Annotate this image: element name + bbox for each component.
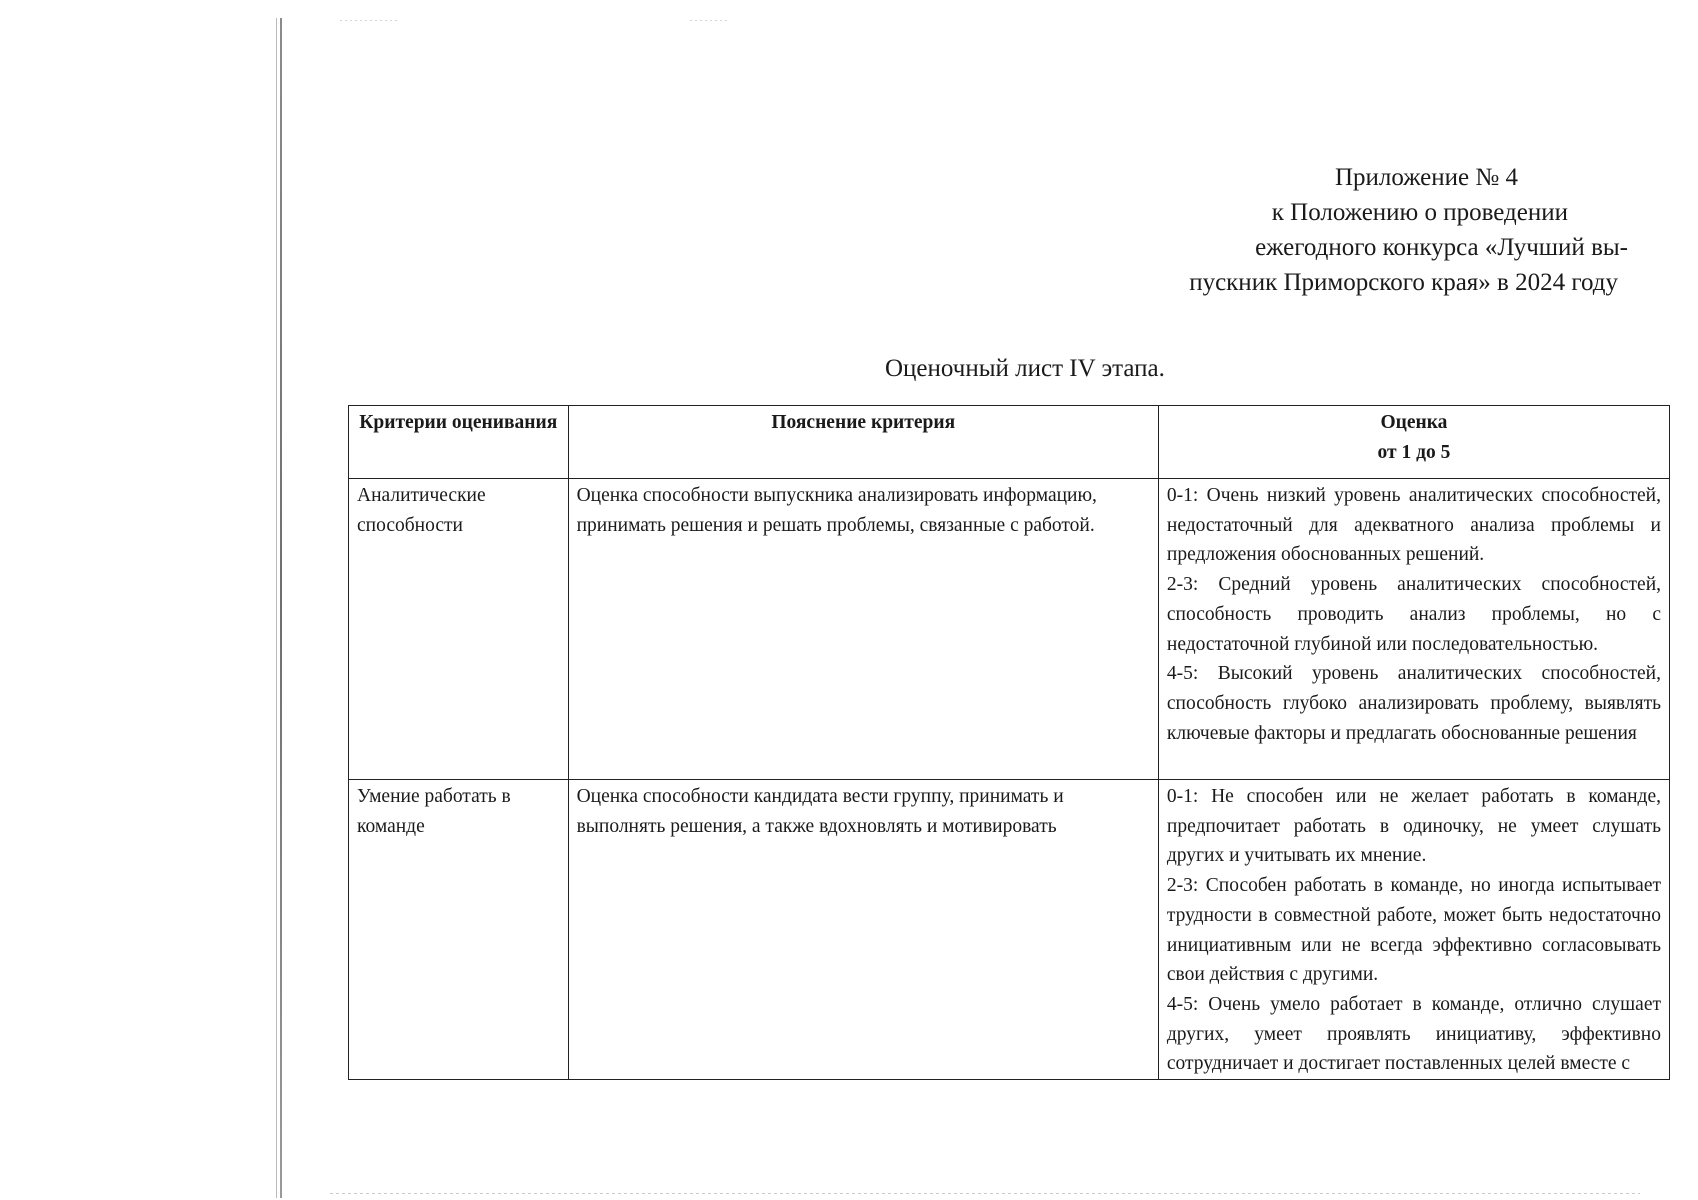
appendix-line-3: ежегодного конкурса «Лучший вы- [1255, 234, 1628, 261]
grade-level-0-1: 0-1: Не способен или не желает работать в команде, предпочитает работать в одиночку, не умеет слушать других и учитывать их мнение. [1166, 786, 1661, 867]
grade-cell [1158, 780, 1669, 1080]
criteria-cell: Умение работать в команде [349, 780, 569, 1080]
grade-cell [1158, 479, 1669, 780]
table-row [349, 780, 1670, 1080]
grade-level-0-1: 0-1: Очень низкий уровень аналитических способностей, недостаточный для адекватного анализа проблемы и предложения обоснованных решений. [1166, 485, 1661, 566]
table-row [349, 479, 1670, 780]
header-grade-line-1: Оценка [1380, 412, 1448, 433]
table-header-row [349, 406, 1670, 479]
appendix-line-4: пускник Приморского края» в 2024 году [1189, 269, 1618, 296]
grade-level-2-3: 2-3: Способен работать в команде, но иногда испытывает трудности в совместной работе, может быть недостаточно инициативным или не всегда эффективно согласовывать свои действия с другими. [1166, 875, 1661, 986]
header-criteria-label: Критерии оценивания [359, 412, 558, 433]
appendix-line-2: к Положению о проведении [1271, 199, 1568, 226]
header-explanation-label: Пояснение критерия [771, 412, 956, 433]
document-title: Оценочный лист IV этапа. [885, 355, 1165, 382]
scan-edge-shadow [276, 18, 277, 1198]
header-explanation [568, 406, 1158, 479]
grade-level-4-5: 4-5: Высокий уровень аналитических способностей, способность глубоко анализировать проблему, выявлять ключевые факторы и предлагать обоснованные решения [1166, 663, 1661, 744]
scan-noise-bottom [330, 1193, 1640, 1194]
header-grade [1158, 406, 1669, 479]
criteria-cell: Аналитические способности [349, 479, 569, 780]
explanation-cell: Оценка способности выпускника анализировать информацию, принимать решения и решать проблемы, связанные с работой. [568, 479, 1158, 780]
appendix-header [1108, 160, 1628, 300]
header-criteria [349, 406, 569, 479]
grade-level-2-3: 2-3: Средний уровень аналитических способностей, способность проводить анализ проблемы, но с недостаточной глубиной или последовательностью. [1166, 574, 1661, 655]
evaluation-table [348, 405, 1670, 1080]
scan-noise-top-1 [340, 20, 400, 21]
scan-noise-top-2 [690, 20, 730, 21]
scan-edge [280, 18, 282, 1198]
appendix-line-1: Приложение № 4 [1334, 164, 1518, 191]
header-grade-line-2: от 1 до 5 [1377, 441, 1451, 463]
grade-level-4-5: 4-5: Очень умело работает в команде, отлично слушает других, умеет проявлять инициативу, эффективно сотрудничает и достигает поставленных целей вместе с [1166, 993, 1661, 1075]
explanation-cell: Оценка способности кандидата вести группу, принимать и выполнять решения, а также вдохновлять и мотивировать [568, 780, 1158, 1080]
